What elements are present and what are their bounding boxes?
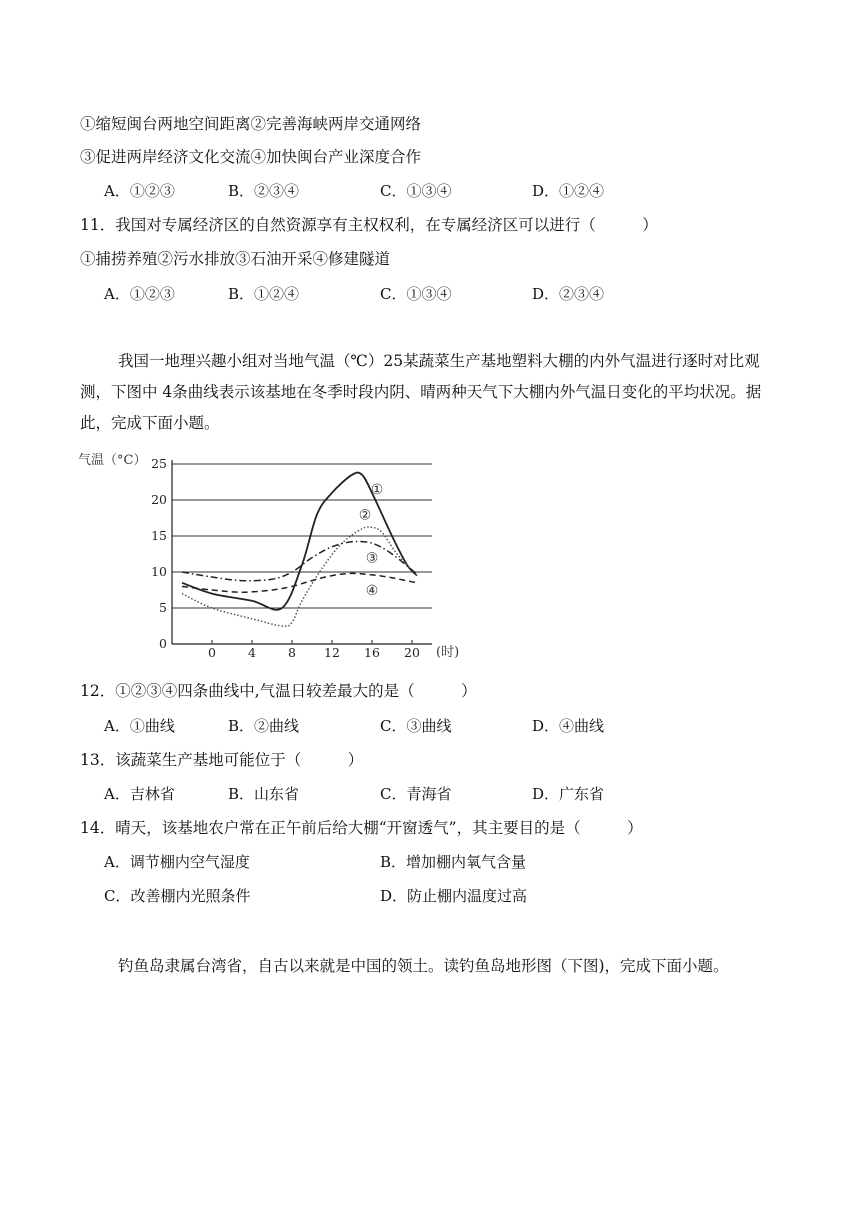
q13-option-a[interactable]: A．吉林省 <box>104 785 175 803</box>
q11-stem: 11．我国对专属经济区的自然资源享有主权权利，在专属经济区可以进行（ ） <box>80 216 658 234</box>
q14-option-b[interactable]: B．增加棚内氧气含量 <box>380 853 527 871</box>
q12-option-a[interactable]: A．①曲线 <box>104 717 175 735</box>
x-tick-label: 8 <box>288 645 296 660</box>
curve-label-1: ① <box>370 482 384 499</box>
q13-option-d[interactable]: D．广东省 <box>532 785 605 803</box>
chart-grid <box>172 464 432 608</box>
curve-label-2: ② <box>358 507 372 524</box>
y-tick-label: 15 <box>151 528 167 543</box>
q14-option-d[interactable]: D．防止棚内温度过高 <box>380 887 528 905</box>
y-tick-label: 5 <box>159 600 167 615</box>
q12-option-c[interactable]: C．③曲线 <box>380 717 452 735</box>
temperature-chart <box>76 452 466 664</box>
q11-option-d[interactable]: D．②③④ <box>532 285 605 303</box>
q10-items-line1: ①缩短闽台两地空间距离②完善海峡两岸交通网络 <box>80 115 422 133</box>
q13-stem: 13．该蔬菜生产基地可能位于（ ） <box>80 751 364 769</box>
x-tick-label: 4 <box>248 645 256 660</box>
q10-option-d[interactable]: D．①②④ <box>532 182 605 200</box>
q10-items-line2: ③促进两岸经济文化交流④加快闽台产业深度合作 <box>80 148 422 166</box>
series-line-4 <box>182 573 417 592</box>
x-tick-label: 0 <box>208 645 216 660</box>
q12-option-d[interactable]: D．④曲线 <box>532 717 605 735</box>
q13-option-c[interactable]: C．青海省 <box>380 785 452 803</box>
q10-option-a[interactable]: A．①②③ <box>104 182 175 200</box>
chart-y-axis-label: 气温（°C） <box>78 453 147 468</box>
x-tick-label: 16 <box>364 645 380 660</box>
intro-paragraph-1: 我国一地理兴趣小组对当地气温（℃）25某蔬菜生产基地塑料大棚的内外气温进行逐时对比观测，下图中 4条曲线表示该基地在冬季时段内阴、晴两种天气下大棚内外气温日变化的平均状况。据此，完成下面小题。 <box>80 352 762 432</box>
q12-stem: 12．①②③④四条曲线中,气温日较差最大的是（ ） <box>80 682 477 700</box>
x-tick-label: 20 <box>404 645 420 660</box>
y-tick-label: 20 <box>151 492 167 507</box>
curve-label-3: ③ <box>365 550 379 567</box>
series-line-3 <box>182 541 417 580</box>
intro-paragraph-2: 钓鱼岛隶属台湾省，自古以来就是中国的领土。读钓鱼岛地形图（下图)，完成下面小题。 <box>118 957 729 975</box>
y-tick-label: 25 <box>151 456 167 471</box>
q14-option-c[interactable]: C．改善棚内光照条件 <box>104 887 251 905</box>
q11-option-c[interactable]: C．①③④ <box>380 285 452 303</box>
q12-option-b[interactable]: B．②曲线 <box>228 717 300 735</box>
q10-option-c[interactable]: C．①③④ <box>380 182 452 200</box>
q14-option-a[interactable]: A．调节棚内空气湿度 <box>104 853 250 871</box>
q11-option-b[interactable]: B．①②④ <box>228 285 300 303</box>
q11-items: ①捕捞养殖②污水排放③石油开采④修建隧道 <box>80 250 391 268</box>
q11-option-a[interactable]: A．①②③ <box>104 285 175 303</box>
chart-axes <box>151 456 432 660</box>
q14-stem: 14．晴天，该基地农户常在正午前后给大棚“开窗透气”，其主要目的是（ ） <box>80 819 643 837</box>
y-tick-label: 10 <box>151 564 167 579</box>
y-tick-label: 0 <box>159 636 167 651</box>
q13-option-b[interactable]: B．山东省 <box>228 785 300 803</box>
q10-option-b[interactable]: B．②③④ <box>228 182 300 200</box>
chart-x-axis-label: (时) <box>436 645 460 660</box>
x-tick-label: 12 <box>324 645 340 660</box>
curve-label-4: ④ <box>365 583 379 599</box>
